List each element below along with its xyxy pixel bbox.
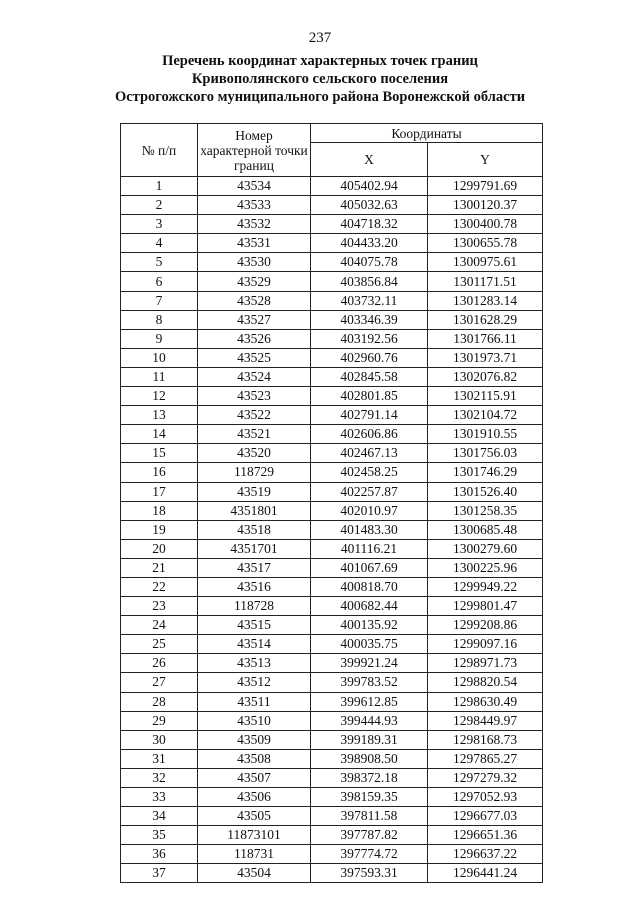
y-coordinate-cell: 1297279.32 [428, 768, 543, 787]
table-row [121, 730, 543, 749]
x-coordinate-cell: 399612.85 [311, 692, 428, 711]
point-number-cell: 118731 [198, 845, 311, 864]
row-number-cell: 6 [121, 272, 198, 291]
row-number-cell: 33 [121, 788, 198, 807]
row-number-cell: 31 [121, 749, 198, 768]
row-number-cell: 11 [121, 367, 198, 386]
row-number-cell: 1 [121, 177, 198, 196]
point-number-cell: 43510 [198, 711, 311, 730]
table-row [121, 807, 543, 826]
table-row [121, 864, 543, 883]
table-row [121, 826, 543, 845]
y-coordinate-cell: 1297052.93 [428, 788, 543, 807]
y-coordinate-cell: 1301973.71 [428, 348, 543, 367]
row-number-cell: 25 [121, 635, 198, 654]
table-row [121, 654, 543, 673]
point-number-cell: 43529 [198, 272, 311, 291]
x-coordinate-cell: 400135.92 [311, 616, 428, 635]
y-coordinate-cell: 1300655.78 [428, 234, 543, 253]
point-number-cell: 43507 [198, 768, 311, 787]
header-x: X [311, 143, 428, 177]
table-row [121, 425, 543, 444]
row-number-cell: 20 [121, 539, 198, 558]
table-row [121, 539, 543, 558]
x-coordinate-cell: 402010.97 [311, 501, 428, 520]
row-number-cell: 10 [121, 348, 198, 367]
point-number-cell: 43513 [198, 654, 311, 673]
row-number-cell: 35 [121, 826, 198, 845]
x-coordinate-cell: 397593.31 [311, 864, 428, 883]
point-number-cell: 43524 [198, 367, 311, 386]
y-coordinate-cell: 1301258.35 [428, 501, 543, 520]
y-coordinate-cell: 1301171.51 [428, 272, 543, 291]
x-coordinate-cell: 397811.58 [311, 807, 428, 826]
point-number-cell: 43527 [198, 310, 311, 329]
table-row [121, 444, 543, 463]
point-number-cell: 43525 [198, 348, 311, 367]
row-number-cell: 13 [121, 406, 198, 425]
y-coordinate-cell: 1296651.36 [428, 826, 543, 845]
title-line-3: Острогожского муниципального района Воронежской области [114, 89, 526, 105]
table-row [121, 635, 543, 654]
point-number-cell: 43534 [198, 177, 311, 196]
table-row [121, 196, 543, 215]
table-row [121, 482, 543, 501]
table-row [121, 501, 543, 520]
table-row [121, 310, 543, 329]
table-row [121, 291, 543, 310]
x-coordinate-cell: 403346.39 [311, 310, 428, 329]
table-row [121, 463, 543, 482]
header-point-number: Номер характерной точки границ [198, 124, 311, 177]
x-coordinate-cell: 398908.50 [311, 749, 428, 768]
y-coordinate-cell: 1300685.48 [428, 520, 543, 539]
y-coordinate-cell: 1299097.16 [428, 635, 543, 654]
point-number-cell: 43515 [198, 616, 311, 635]
point-number-cell: 43518 [198, 520, 311, 539]
y-coordinate-cell: 1301628.29 [428, 310, 543, 329]
header-number: № п/п [121, 124, 198, 177]
x-coordinate-cell: 399189.31 [311, 730, 428, 749]
y-coordinate-cell: 1301746.29 [428, 463, 543, 482]
table-row [121, 597, 543, 616]
row-number-cell: 18 [121, 501, 198, 520]
table-body [121, 177, 543, 883]
x-coordinate-cell: 404718.32 [311, 215, 428, 234]
y-coordinate-cell: 1296441.24 [428, 864, 543, 883]
header-coordinates: Координаты [311, 124, 543, 143]
row-number-cell: 14 [121, 425, 198, 444]
row-number-cell: 21 [121, 558, 198, 577]
row-number-cell: 7 [121, 291, 198, 310]
x-coordinate-cell: 402791.14 [311, 406, 428, 425]
y-coordinate-cell: 1300975.61 [428, 253, 543, 272]
point-number-cell: 118728 [198, 597, 311, 616]
page-number: 237 [308, 30, 332, 46]
y-coordinate-cell: 1296677.03 [428, 807, 543, 826]
x-coordinate-cell: 403192.56 [311, 329, 428, 348]
x-coordinate-cell: 402257.87 [311, 482, 428, 501]
row-number-cell: 36 [121, 845, 198, 864]
y-coordinate-cell: 1301756.03 [428, 444, 543, 463]
row-number-cell: 4 [121, 234, 198, 253]
point-number-cell: 43516 [198, 577, 311, 596]
row-number-cell: 23 [121, 597, 198, 616]
x-coordinate-cell: 398372.18 [311, 768, 428, 787]
point-number-cell: 43512 [198, 673, 311, 692]
point-number-cell: 43519 [198, 482, 311, 501]
row-number-cell: 8 [121, 310, 198, 329]
document-title [0, 52, 640, 106]
row-number-cell: 32 [121, 768, 198, 787]
table-row [121, 845, 543, 864]
x-coordinate-cell: 398159.35 [311, 788, 428, 807]
point-number-cell: 43511 [198, 692, 311, 711]
point-number-cell: 43508 [198, 749, 311, 768]
y-coordinate-cell: 1300120.37 [428, 196, 543, 215]
x-coordinate-cell: 401067.69 [311, 558, 428, 577]
row-number-cell: 3 [121, 215, 198, 234]
table-row [121, 692, 543, 711]
point-number-cell: 43526 [198, 329, 311, 348]
point-number-cell: 43517 [198, 558, 311, 577]
table-row [121, 177, 543, 196]
table-row [121, 234, 543, 253]
point-number-cell: 43522 [198, 406, 311, 425]
row-number-cell: 5 [121, 253, 198, 272]
point-number-cell: 43506 [198, 788, 311, 807]
y-coordinate-cell: 1301910.55 [428, 425, 543, 444]
x-coordinate-cell: 401483.30 [311, 520, 428, 539]
point-number-cell: 43514 [198, 635, 311, 654]
x-coordinate-cell: 399444.93 [311, 711, 428, 730]
row-number-cell: 15 [121, 444, 198, 463]
table-row [121, 367, 543, 386]
x-coordinate-cell: 402845.58 [311, 367, 428, 386]
point-number-cell: 43530 [198, 253, 311, 272]
y-coordinate-cell: 1302076.82 [428, 367, 543, 386]
x-coordinate-cell: 404075.78 [311, 253, 428, 272]
x-coordinate-cell: 401116.21 [311, 539, 428, 558]
y-coordinate-cell: 1298971.73 [428, 654, 543, 673]
table-row [121, 673, 543, 692]
point-number-cell: 43504 [198, 864, 311, 883]
y-coordinate-cell: 1301526.40 [428, 482, 543, 501]
y-coordinate-cell: 1299208.86 [428, 616, 543, 635]
y-coordinate-cell: 1301283.14 [428, 291, 543, 310]
y-coordinate-cell: 1298820.54 [428, 673, 543, 692]
table-row [121, 215, 543, 234]
header-y: Y [428, 143, 543, 177]
x-coordinate-cell: 404433.20 [311, 234, 428, 253]
point-number-cell: 43509 [198, 730, 311, 749]
x-coordinate-cell: 399783.52 [311, 673, 428, 692]
y-coordinate-cell: 1300400.78 [428, 215, 543, 234]
row-number-cell: 29 [121, 711, 198, 730]
point-number-cell: 43520 [198, 444, 311, 463]
x-coordinate-cell: 402960.76 [311, 348, 428, 367]
x-coordinate-cell: 400682.44 [311, 597, 428, 616]
x-coordinate-cell: 403732.11 [311, 291, 428, 310]
row-number-cell: 26 [121, 654, 198, 673]
y-coordinate-cell: 1299801.47 [428, 597, 543, 616]
table-row [121, 711, 543, 730]
row-number-cell: 16 [121, 463, 198, 482]
y-coordinate-cell: 1298449.97 [428, 711, 543, 730]
y-coordinate-cell: 1299949.22 [428, 577, 543, 596]
point-number-cell: 11873101 [198, 826, 311, 845]
x-coordinate-cell: 402801.85 [311, 387, 428, 406]
row-number-cell: 19 [121, 520, 198, 539]
point-number-cell: 43521 [198, 425, 311, 444]
row-number-cell: 2 [121, 196, 198, 215]
coordinates-table [120, 123, 543, 883]
table-row [121, 348, 543, 367]
point-number-cell: 43523 [198, 387, 311, 406]
point-number-cell: 43532 [198, 215, 311, 234]
y-coordinate-cell: 1298168.73 [428, 730, 543, 749]
x-coordinate-cell: 397787.82 [311, 826, 428, 845]
point-number-cell: 4351701 [198, 539, 311, 558]
row-number-cell: 37 [121, 864, 198, 883]
y-coordinate-cell: 1301766.11 [428, 329, 543, 348]
y-coordinate-cell: 1297865.27 [428, 749, 543, 768]
row-number-cell: 30 [121, 730, 198, 749]
table-row [121, 768, 543, 787]
point-number-cell: 4351801 [198, 501, 311, 520]
row-number-cell: 34 [121, 807, 198, 826]
x-coordinate-cell: 399921.24 [311, 654, 428, 673]
table-row [121, 520, 543, 539]
y-coordinate-cell: 1302104.72 [428, 406, 543, 425]
row-number-cell: 24 [121, 616, 198, 635]
row-number-cell: 22 [121, 577, 198, 596]
point-number-cell: 43505 [198, 807, 311, 826]
row-number-cell: 28 [121, 692, 198, 711]
point-number-cell: 118729 [198, 463, 311, 482]
table-row [121, 558, 543, 577]
y-coordinate-cell: 1296637.22 [428, 845, 543, 864]
point-number-cell: 43533 [198, 196, 311, 215]
x-coordinate-cell: 403856.84 [311, 272, 428, 291]
x-coordinate-cell: 402606.86 [311, 425, 428, 444]
y-coordinate-cell: 1300225.96 [428, 558, 543, 577]
table-row [121, 749, 543, 768]
row-number-cell: 12 [121, 387, 198, 406]
y-coordinate-cell: 1298630.49 [428, 692, 543, 711]
row-number-cell: 17 [121, 482, 198, 501]
row-number-cell: 27 [121, 673, 198, 692]
table-row [121, 329, 543, 348]
x-coordinate-cell: 405032.63 [311, 196, 428, 215]
point-number-cell: 43531 [198, 234, 311, 253]
point-number-cell: 43528 [198, 291, 311, 310]
x-coordinate-cell: 402458.25 [311, 463, 428, 482]
table-row [121, 788, 543, 807]
table-row [121, 253, 543, 272]
x-coordinate-cell: 405402.94 [311, 177, 428, 196]
table-row [121, 577, 543, 596]
table-row [121, 616, 543, 635]
y-coordinate-cell: 1299791.69 [428, 177, 543, 196]
x-coordinate-cell: 400035.75 [311, 635, 428, 654]
title-line-1: Перечень координат характерных точек границ [162, 53, 478, 69]
y-coordinate-cell: 1300279.60 [428, 539, 543, 558]
table-row [121, 387, 543, 406]
x-coordinate-cell: 402467.13 [311, 444, 428, 463]
y-coordinate-cell: 1302115.91 [428, 387, 543, 406]
x-coordinate-cell: 397774.72 [311, 845, 428, 864]
table-row [121, 406, 543, 425]
x-coordinate-cell: 400818.70 [311, 577, 428, 596]
row-number-cell: 9 [121, 329, 198, 348]
title-line-2: Кривополянского сельского поселения [191, 71, 449, 87]
table-row [121, 272, 543, 291]
